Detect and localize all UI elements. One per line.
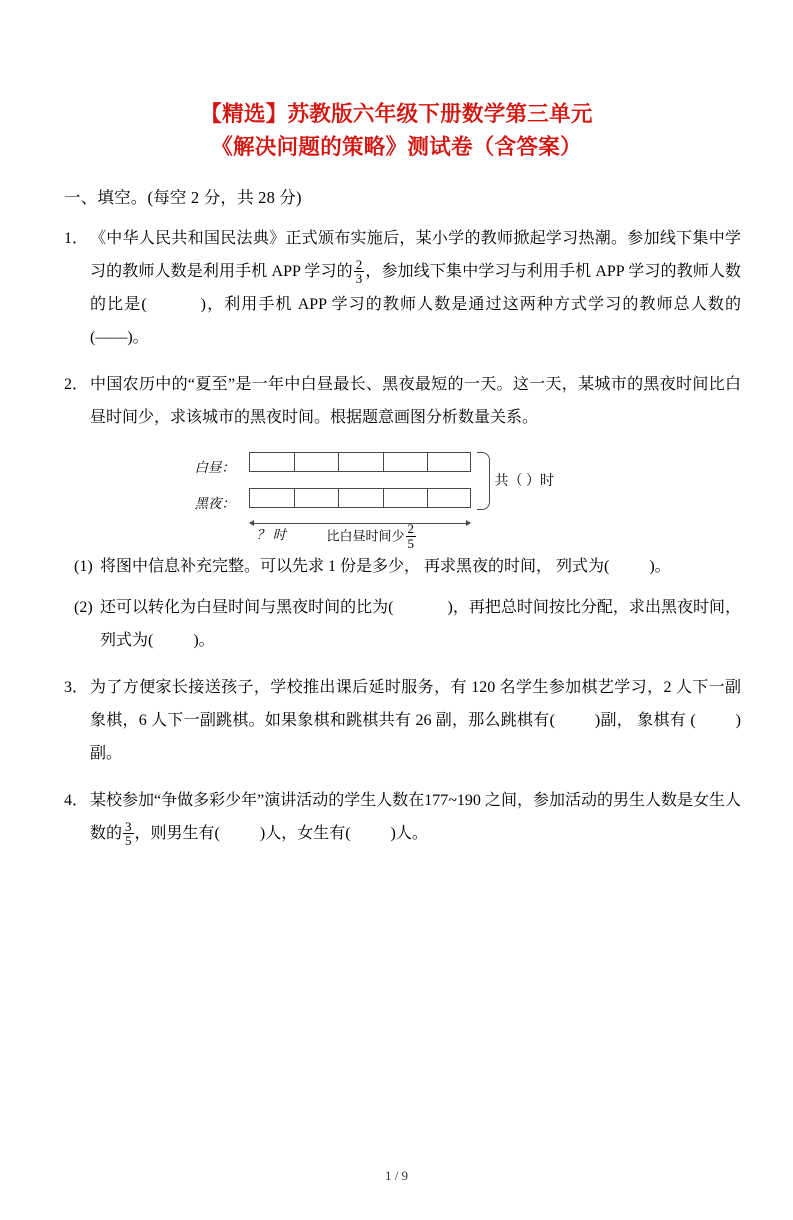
- diagram-note-fraction: [406, 522, 417, 550]
- question-1-fraction-denominator: 3: [355, 271, 363, 287]
- question-2-sub-1-text-a: 将图中信息补充完整。可以先求 1 份是多少， 再求黑夜的时间， 列式为(: [100, 558, 610, 575]
- question-2-sub-2-text-a: 还可以转化为白昼时间与黑夜时间的比为(: [100, 599, 394, 616]
- diagram-note-fraction-denominator: 5: [407, 535, 415, 551]
- diagram-note-unknown-hours: ？ 时: [256, 527, 286, 542]
- question-2-text-a: 中国农历中的“夏至”是一年中白昼最长、黑夜最短的一天。这一天，某城市的黑夜时间比白昼时间少，求该城市的黑夜时间。根据题意画图分析数量关系。: [90, 376, 741, 426]
- question-1-text-d: ——)。: [95, 329, 149, 346]
- question-3-text-c: )副。: [90, 712, 741, 762]
- question-2-sub-2-text-c: )。: [193, 632, 215, 649]
- question-1: [52, 222, 741, 354]
- diagram-bar-daytime: [249, 452, 471, 472]
- question-2-sub-2: [52, 591, 741, 657]
- question-2: [52, 368, 741, 434]
- question-3-text-b: )副， 象棋有 (: [594, 712, 696, 729]
- question-1-text-b: ，参加线下集中学习与利用手机 APP 学习的教师人数的比是(: [90, 263, 741, 313]
- question-4-fraction-denominator: 5: [125, 833, 132, 849]
- question-2-sub-1-text-b: )。: [649, 558, 671, 575]
- diagram-brace: [477, 452, 490, 510]
- question-2-diagram: [187, 444, 607, 551]
- question-1-number: 1．: [64, 230, 89, 247]
- question-4-number: 4．: [64, 792, 89, 809]
- question-1-text-a: 《中华人民共和国民法典》正式颁布实施后，某小学的教师掀起学习热潮。参加线下集中学习的教师人数是利用手机 APP 学习的: [90, 230, 741, 280]
- question-4-fraction: [123, 820, 134, 848]
- question-4: [52, 784, 741, 850]
- diagram-label-night: 黑夜：: [194, 496, 235, 511]
- title-line-2: 《解决问题的策略》测试卷（含答案）: [211, 135, 582, 159]
- question-4-fraction-numerator: 3: [125, 818, 132, 834]
- question-3-text-a: 为了方便家长接送孩子，学校推出课后延时服务，有 120 名学生参加棋艺学习，2 人下一副象棋，6 人下一副跳棋。如果象棋和跳棋共有 26 副，那么跳棋有(: [90, 679, 741, 729]
- title-line-1: 【精选】苏教版六年级下册数学第三单元: [200, 102, 593, 126]
- question-1-text-c: )，利用手机 APP 学习的教师人数是通过这两种方式学习的教师总人数的(: [90, 296, 741, 346]
- diagram-note-less-text: 比白昼时间少: [326, 528, 405, 544]
- page-title: [52, 98, 741, 164]
- exam-page: [0, 98, 793, 1220]
- question-3-number: 3．: [64, 679, 89, 696]
- page-footer: 1 / 9: [384, 1168, 409, 1183]
- question-4-text-a: 某校参加“争做多彩少年”演讲活动的学生人数在177~190 之间，参加活动的男生人数是女生人数的: [90, 792, 741, 842]
- question-1-fraction-numerator: 2: [355, 256, 363, 272]
- section-heading-fill-in-blank: 一、填空。(每空 2 分，共 28 分): [64, 188, 302, 207]
- question-4-text-b: ，则男生有(: [134, 825, 220, 842]
- diagram-label-daytime: 白昼：: [194, 460, 235, 475]
- question-4-text-d: )人。: [390, 825, 428, 842]
- diagram-note-fraction-numerator: 2: [407, 521, 415, 536]
- diagram-note-less-than-day: [327, 522, 418, 550]
- diagram-brace-label: 共（ ）时: [494, 474, 554, 489]
- question-2-sub-2-text-b: )，再把总时间按比分配，求出黑夜时间，列式为(: [100, 599, 741, 649]
- question-1-fraction: [354, 258, 365, 286]
- question-3: [52, 671, 741, 770]
- question-2-sub-1-number: (1): [74, 558, 93, 575]
- question-2-number: 2．: [64, 376, 89, 393]
- question-4-text-c: )人，女生有(: [259, 825, 351, 842]
- question-2-sub-2-number: (2): [74, 599, 93, 616]
- question-2-sub-1: [52, 550, 741, 583]
- diagram-bar-night: [249, 488, 471, 508]
